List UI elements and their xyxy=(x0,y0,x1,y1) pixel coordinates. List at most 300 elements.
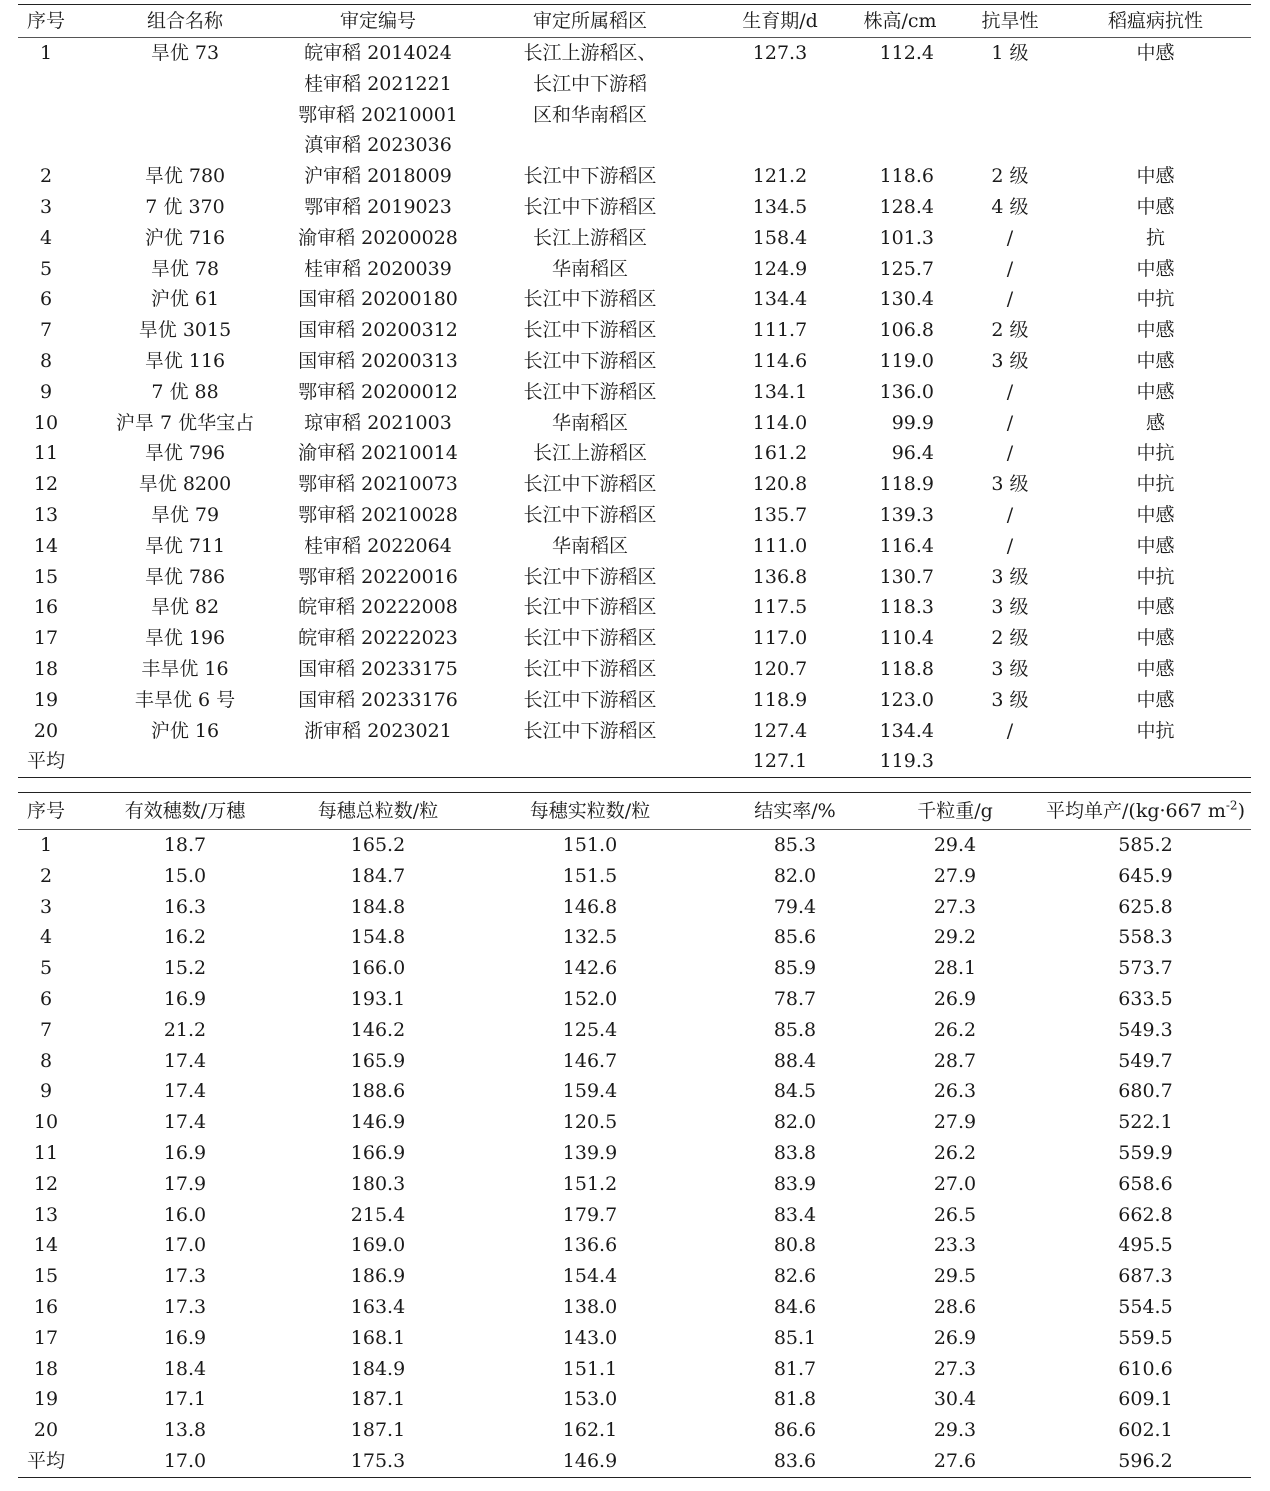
approval-codes xyxy=(296,531,460,562)
table-row xyxy=(18,623,1251,654)
table-row xyxy=(18,1107,1251,1138)
table-row xyxy=(18,984,1251,1015)
approval-codes xyxy=(296,38,460,162)
plant-height: 116.4 xyxy=(879,534,934,557)
approval-regions xyxy=(460,500,720,531)
drought-resistance: 3 级 xyxy=(991,565,1029,588)
approval-code: 桂审稻 2022064 xyxy=(304,534,452,557)
growth-period: 121.2 xyxy=(752,165,808,188)
approval-region: 长江中下游稻区 xyxy=(523,319,657,342)
empty-cell xyxy=(1060,746,1251,777)
approval-region: 长江中下游稻区 xyxy=(523,165,657,188)
filled-grains-per-panicle: 154.4 xyxy=(562,1265,618,1288)
growth-period: 161.2 xyxy=(752,442,808,465)
blast-resistance: 中感 xyxy=(1136,627,1175,650)
table-row xyxy=(18,1292,1251,1323)
approval-regions xyxy=(460,592,720,623)
approval-codes xyxy=(296,315,460,346)
table-row xyxy=(18,438,1251,469)
total-grains-per-panicle: 163.4 xyxy=(350,1295,406,1318)
table-row xyxy=(18,1261,1251,1292)
drought-resistance: 1 级 xyxy=(991,42,1029,64)
thousand-grain-weight: 26.5 xyxy=(933,1203,977,1226)
total-grains-per-panicle: 154.8 xyxy=(350,926,406,949)
approval-regions xyxy=(460,38,720,162)
row-number: 15 xyxy=(33,565,59,588)
table-row xyxy=(18,1200,1251,1231)
average-yield: 662.8 xyxy=(1118,1203,1173,1226)
plant-height: 99.9 xyxy=(891,411,934,434)
table1-header-row xyxy=(18,5,1251,38)
row-number: 7 xyxy=(39,319,53,342)
total-grains-per-panicle: 193.1 xyxy=(350,987,406,1010)
table2-header-cell: 序号 xyxy=(18,793,74,830)
table-row xyxy=(18,377,1251,408)
filled-grains-per-panicle: 139.9 xyxy=(562,1141,618,1164)
approval-codes xyxy=(296,685,460,716)
empty-cell xyxy=(460,746,720,777)
plant-height: 125.7 xyxy=(879,257,934,280)
header-text: ) xyxy=(1237,800,1245,822)
table-row xyxy=(18,922,1251,953)
thousand-grain-weight: 27.9 xyxy=(933,864,977,887)
seed-setting-rate: 81.8 xyxy=(773,1388,817,1411)
blast-resistance: 中抗 xyxy=(1136,473,1175,496)
seed-setting-rate: 85.9 xyxy=(773,957,817,980)
row-number: 16 xyxy=(33,596,59,619)
total-grains-per-panicle: 146.9 xyxy=(350,1111,406,1134)
combination-name: 7 优 88 xyxy=(151,380,219,403)
row-number: 6 xyxy=(39,987,53,1010)
table1-header-cell: 生育期/d xyxy=(720,5,840,38)
table-row xyxy=(18,1169,1251,1200)
total-grains-per-panicle: 184.9 xyxy=(350,1357,406,1380)
seed-setting-rate: 83.6 xyxy=(720,1446,870,1477)
seed-setting-rate: 86.6 xyxy=(773,1419,817,1442)
row-number: 4 xyxy=(39,226,53,249)
approval-code: 鄂审稻 20210028 xyxy=(298,503,458,526)
table-row xyxy=(18,315,1251,346)
drought-resistance: 3 级 xyxy=(991,688,1029,711)
effective-panicles: 16.3 xyxy=(163,895,207,918)
approval-regions xyxy=(460,346,720,377)
drought-resistance: / xyxy=(1006,257,1014,280)
total-grains-per-panicle: 168.1 xyxy=(350,1326,406,1349)
drought-resistance: / xyxy=(1006,288,1014,311)
seed-setting-rate: 88.4 xyxy=(773,1049,817,1072)
thousand-grain-weight: 26.9 xyxy=(933,987,977,1010)
table-row xyxy=(18,892,1251,923)
row-number: 5 xyxy=(39,957,53,980)
seed-setting-rate: 85.1 xyxy=(773,1326,817,1349)
table-row xyxy=(18,500,1251,531)
empty-cell xyxy=(296,746,460,777)
thousand-grain-weight: 28.6 xyxy=(933,1295,977,1318)
table1-header-cell: 审定所属稻区 xyxy=(460,5,720,38)
drought-resistance: 4 级 xyxy=(991,195,1029,218)
seed-setting-rate: 84.5 xyxy=(773,1080,817,1103)
seed-setting-rate: 85.3 xyxy=(773,834,817,856)
approval-region: 长江中下游稻区 xyxy=(523,380,657,403)
effective-panicles: 15.0 xyxy=(163,864,207,887)
growth-period: 134.4 xyxy=(752,288,808,311)
average-yield: 687.3 xyxy=(1118,1265,1173,1288)
drought-resistance: 2 级 xyxy=(991,165,1029,188)
approval-regions xyxy=(460,685,720,716)
filled-grains-per-panicle: 138.0 xyxy=(562,1295,618,1318)
plant-height: 118.8 xyxy=(879,657,934,680)
filled-grains-per-panicle: 159.4 xyxy=(562,1080,618,1103)
blast-resistance: 中感 xyxy=(1136,319,1175,342)
approval-code: 国审稻 20200180 xyxy=(298,288,458,311)
row-number: 20 xyxy=(33,1419,59,1442)
total-grains-per-panicle: 175.3 xyxy=(296,1446,460,1477)
thousand-grain-weight: 27.3 xyxy=(933,1357,977,1380)
approval-codes xyxy=(296,438,460,469)
effective-panicles: 21.2 xyxy=(163,1018,207,1041)
blast-resistance: 中感 xyxy=(1136,195,1175,218)
approval-code: 鄂审稻 2019023 xyxy=(304,195,452,218)
blast-resistance: 中感 xyxy=(1136,349,1175,372)
row-number: 8 xyxy=(39,349,53,372)
total-grains-per-panicle: 184.8 xyxy=(350,895,406,918)
plant-height: 130.7 xyxy=(879,565,934,588)
growth-period: 117.0 xyxy=(752,627,808,650)
plant-height: 136.0 xyxy=(879,380,934,403)
blast-resistance: 中感 xyxy=(1136,688,1175,711)
total-grains-per-panicle: 187.1 xyxy=(350,1419,406,1442)
table-row xyxy=(18,284,1251,315)
thousand-grain-weight: 29.4 xyxy=(933,834,977,856)
table1-header-cell: 序号 xyxy=(18,5,74,38)
effective-panicles: 17.4 xyxy=(163,1111,207,1134)
approval-regions xyxy=(460,223,720,254)
filled-grains-per-panicle: 143.0 xyxy=(562,1326,618,1349)
average-growth-period: 127.1 xyxy=(720,746,840,777)
blast-resistance: 中感 xyxy=(1136,380,1175,403)
row-number: 10 xyxy=(33,411,59,434)
plant-height: 139.3 xyxy=(879,503,934,526)
approval-region: 长江中下游稻区 xyxy=(523,503,657,526)
row-number: 10 xyxy=(33,1111,59,1134)
seed-setting-rate: 82.6 xyxy=(773,1265,817,1288)
average-yield: 625.8 xyxy=(1118,895,1173,918)
plant-height: 112.4 xyxy=(879,42,934,64)
drought-resistance: / xyxy=(1006,442,1014,465)
approval-region: 长江中下游稻区 xyxy=(523,349,657,372)
approval-codes xyxy=(296,161,460,192)
thousand-grain-weight: 29.3 xyxy=(933,1419,977,1442)
row-number: 平均 xyxy=(18,1446,74,1477)
growth-period: 120.8 xyxy=(752,473,808,496)
table2-header-cell: 结实率/% xyxy=(720,793,870,830)
approval-region: 长江中下游稻区 xyxy=(523,688,657,711)
row-number: 16 xyxy=(33,1295,59,1318)
combination-name: 丰旱优 6 号 xyxy=(134,688,236,711)
approval-codes xyxy=(296,469,460,500)
approval-regions xyxy=(460,562,720,593)
row-number: 19 xyxy=(33,1388,59,1411)
filled-grains-per-panicle: 162.1 xyxy=(562,1419,618,1442)
combination-name: 旱优 796 xyxy=(144,442,226,465)
seed-setting-rate: 85.8 xyxy=(773,1018,817,1041)
drought-resistance: 3 级 xyxy=(991,596,1029,619)
approval-code: 国审稻 20233176 xyxy=(298,688,458,711)
average-label: 平均 xyxy=(18,746,74,777)
approval-codes xyxy=(296,500,460,531)
growth-period: 124.9 xyxy=(752,257,808,280)
blast-resistance: 中感 xyxy=(1136,596,1175,619)
effective-panicles: 17.3 xyxy=(163,1265,207,1288)
combination-name: 沪旱 7 优华宝占 xyxy=(115,411,255,434)
filled-grains-per-panicle: 120.5 xyxy=(562,1111,618,1134)
growth-period: 118.9 xyxy=(752,688,808,711)
growth-period: 111.7 xyxy=(752,319,808,342)
seed-setting-rate: 82.0 xyxy=(773,1111,817,1134)
blast-resistance: 中抗 xyxy=(1136,288,1175,311)
approval-code: 沪审稻 2018009 xyxy=(304,165,452,188)
table-row xyxy=(18,953,1251,984)
approval-codes xyxy=(296,623,460,654)
table-row xyxy=(18,254,1251,285)
growth-period: 158.4 xyxy=(752,226,808,249)
effective-panicles: 17.0 xyxy=(74,1446,296,1477)
approval-codes xyxy=(296,408,460,439)
filled-grains-per-panicle: 151.5 xyxy=(562,864,618,887)
row-number: 14 xyxy=(33,534,59,557)
effective-panicles: 16.0 xyxy=(163,1203,207,1226)
effective-panicles: 17.0 xyxy=(163,1234,207,1257)
plant-height: 118.3 xyxy=(879,596,934,619)
average-yield: 559.9 xyxy=(1118,1141,1173,1164)
blast-resistance: 中感 xyxy=(1136,657,1175,680)
approval-regions xyxy=(460,469,720,500)
blast-resistance: 中感 xyxy=(1136,42,1175,64)
table-row xyxy=(18,1354,1251,1385)
approval-codes xyxy=(296,716,460,747)
filled-grains-per-panicle: 152.0 xyxy=(562,987,618,1010)
table-row xyxy=(18,192,1251,223)
filled-grains-per-panicle: 179.7 xyxy=(562,1203,618,1226)
plant-height: 118.9 xyxy=(879,473,934,496)
plant-height: 123.0 xyxy=(879,688,934,711)
combination-name: 沪优 61 xyxy=(150,288,220,311)
table-row xyxy=(18,1323,1251,1354)
effective-panicles: 17.3 xyxy=(163,1295,207,1318)
combination-name: 7 优 370 xyxy=(145,195,225,218)
approval-code: 琼审稻 2021003 xyxy=(304,411,452,434)
filled-grains-per-panicle: 136.6 xyxy=(562,1234,618,1257)
table-row xyxy=(18,1384,1251,1415)
combination-name: 旱优 8200 xyxy=(138,473,232,496)
table-row xyxy=(18,1015,1251,1046)
thousand-grain-weight: 28.7 xyxy=(933,1049,977,1072)
approval-codes xyxy=(296,377,460,408)
approval-region: 长江中下游稻区 xyxy=(523,657,657,680)
thousand-grain-weight: 27.6 xyxy=(870,1446,1040,1477)
thousand-grain-weight: 26.2 xyxy=(933,1141,977,1164)
average-yield: 602.1 xyxy=(1118,1419,1173,1442)
table1-body xyxy=(18,38,1251,778)
combination-name: 旱优 82 xyxy=(150,596,220,619)
blast-resistance: 中感 xyxy=(1136,503,1175,526)
header-text: 平均单产/(kg·667 m xyxy=(1046,800,1226,822)
table-row xyxy=(18,161,1251,192)
approval-regions xyxy=(460,284,720,315)
approval-code: 国审稻 20233175 xyxy=(298,657,458,680)
row-number: 8 xyxy=(39,1049,53,1072)
approval-region: 长江中下游稻区 xyxy=(523,596,657,619)
table-row xyxy=(18,469,1251,500)
filled-grains-per-panicle: 132.5 xyxy=(562,926,618,949)
growth-period: 111.0 xyxy=(752,534,808,557)
growth-period: 114.6 xyxy=(752,349,808,372)
row-number: 20 xyxy=(33,719,59,742)
effective-panicles: 17.1 xyxy=(163,1388,207,1411)
row-number: 13 xyxy=(33,503,59,526)
average-yield: 633.5 xyxy=(1118,987,1173,1010)
table1-header-cell: 审定编号 xyxy=(296,5,460,38)
row-number: 5 xyxy=(39,257,53,280)
table-row xyxy=(18,1138,1251,1169)
combination-name: 沪优 16 xyxy=(150,719,220,742)
table1-header-cell: 抗旱性 xyxy=(960,5,1060,38)
approval-regions xyxy=(460,716,720,747)
total-grains-per-panicle: 180.3 xyxy=(350,1172,406,1195)
effective-panicles: 18.7 xyxy=(163,834,207,856)
row-number: 4 xyxy=(39,926,53,949)
drought-resistance: 3 级 xyxy=(991,349,1029,372)
total-grains-per-panicle: 187.1 xyxy=(350,1388,406,1411)
approval-region: 长江上游稻区 xyxy=(532,226,647,249)
combination-name: 旱优 79 xyxy=(150,503,220,526)
table-row xyxy=(18,38,1251,162)
blast-resistance: 中感 xyxy=(1136,165,1175,188)
average-yield: 559.5 xyxy=(1118,1326,1173,1349)
combination-name: 旱优 196 xyxy=(144,627,226,650)
growth-period: 120.7 xyxy=(752,657,808,680)
drought-resistance: 2 级 xyxy=(991,627,1029,650)
filled-grains-per-panicle: 151.1 xyxy=(562,1357,618,1380)
table-row xyxy=(18,562,1251,593)
row-number: 1 xyxy=(39,834,53,856)
approval-code: 皖审稻 20222008 xyxy=(298,596,458,619)
approval-code: 鄂审稻 20220016 xyxy=(298,565,458,588)
plant-height: 110.4 xyxy=(879,627,934,650)
effective-panicles: 18.4 xyxy=(163,1357,207,1380)
average-yield: 522.1 xyxy=(1118,1111,1173,1134)
approval-codes xyxy=(296,254,460,285)
thousand-grain-weight: 29.2 xyxy=(933,926,977,949)
approval-code: 鄂审稻 20210001 xyxy=(298,103,458,126)
approval-region: 长江中下游稻区 xyxy=(523,288,657,311)
approval-region: 长江上游稻区 xyxy=(532,442,647,465)
approval-code: 皖审稻 2014024 xyxy=(304,42,452,64)
drought-resistance: / xyxy=(1006,534,1014,557)
combination-name: 旱优 3015 xyxy=(138,319,232,342)
drought-resistance: / xyxy=(1006,380,1014,403)
average-yield: 495.5 xyxy=(1118,1234,1173,1257)
average-row xyxy=(18,1446,1251,1477)
approval-codes xyxy=(296,223,460,254)
table2-header-cell: 每穗总粒数/粒 xyxy=(296,793,460,830)
growth-period: 127.3 xyxy=(752,42,808,64)
approval-codes xyxy=(296,592,460,623)
table-row xyxy=(18,223,1251,254)
average-yield: 549.7 xyxy=(1118,1049,1173,1072)
filled-grains-per-panicle: 146.9 xyxy=(460,1446,720,1477)
thousand-grain-weight: 26.2 xyxy=(933,1018,977,1041)
average-yield: 558.3 xyxy=(1118,926,1173,949)
table-row xyxy=(18,716,1251,747)
yield-components-table xyxy=(18,792,1251,1478)
approval-regions xyxy=(460,315,720,346)
approval-region: 华南稻区 xyxy=(551,257,628,280)
plant-height: 118.6 xyxy=(879,165,934,188)
total-grains-per-panicle: 166.9 xyxy=(350,1141,406,1164)
approval-regions xyxy=(460,623,720,654)
approval-region: 长江中下游稻 xyxy=(532,72,647,95)
approval-regions xyxy=(460,438,720,469)
row-number: 3 xyxy=(39,895,53,918)
thousand-grain-weight: 29.5 xyxy=(933,1265,977,1288)
thousand-grain-weight: 26.9 xyxy=(933,1326,977,1349)
row-number: 9 xyxy=(39,1080,53,1103)
plant-height: 128.4 xyxy=(879,195,934,218)
effective-panicles: 15.2 xyxy=(163,957,207,980)
filled-grains-per-panicle: 146.7 xyxy=(562,1049,618,1072)
row-number: 11 xyxy=(33,442,59,465)
blast-resistance: 中抗 xyxy=(1136,442,1175,465)
variety-info-table xyxy=(18,4,1251,778)
average-yield: 554.5 xyxy=(1118,1295,1173,1318)
total-grains-per-panicle: 186.9 xyxy=(350,1265,406,1288)
approval-region: 区和华南稻区 xyxy=(532,103,647,126)
table-row xyxy=(18,531,1251,562)
average-yield: 645.9 xyxy=(1118,864,1173,887)
row-number: 6 xyxy=(39,288,53,311)
row-number: 2 xyxy=(39,864,53,887)
average-yield: 610.6 xyxy=(1118,1357,1173,1380)
approval-code: 皖审稻 20222023 xyxy=(298,627,458,650)
table-row xyxy=(18,346,1251,377)
table-row xyxy=(18,861,1251,892)
growth-period: 127.4 xyxy=(752,719,808,742)
growth-period: 135.7 xyxy=(752,503,808,526)
plant-height: 101.3 xyxy=(879,226,934,249)
approval-code: 浙审稻 2023021 xyxy=(304,719,452,742)
approval-code: 鄂审稻 20210073 xyxy=(298,473,458,496)
table2-header-cell xyxy=(1040,793,1251,830)
thousand-grain-weight: 30.4 xyxy=(933,1388,977,1411)
approval-code: 桂审稻 2020039 xyxy=(304,257,452,280)
combination-name: 旱优 780 xyxy=(144,165,226,188)
drought-resistance: 2 级 xyxy=(991,319,1029,342)
filled-grains-per-panicle: 142.6 xyxy=(562,957,618,980)
table2-header-cell: 有效穗数/万穗 xyxy=(74,793,296,830)
seed-setting-rate: 83.9 xyxy=(773,1172,817,1195)
table2-body xyxy=(18,830,1251,1478)
approval-codes xyxy=(296,284,460,315)
drought-resistance: / xyxy=(1006,411,1014,434)
combination-name: 丰旱优 16 xyxy=(141,657,229,680)
table-row xyxy=(18,830,1251,861)
approval-region: 长江中下游稻区 xyxy=(523,565,657,588)
seed-setting-rate: 83.4 xyxy=(773,1203,817,1226)
table-row xyxy=(18,408,1251,439)
seed-setting-rate: 82.0 xyxy=(773,864,817,887)
table-row xyxy=(18,654,1251,685)
